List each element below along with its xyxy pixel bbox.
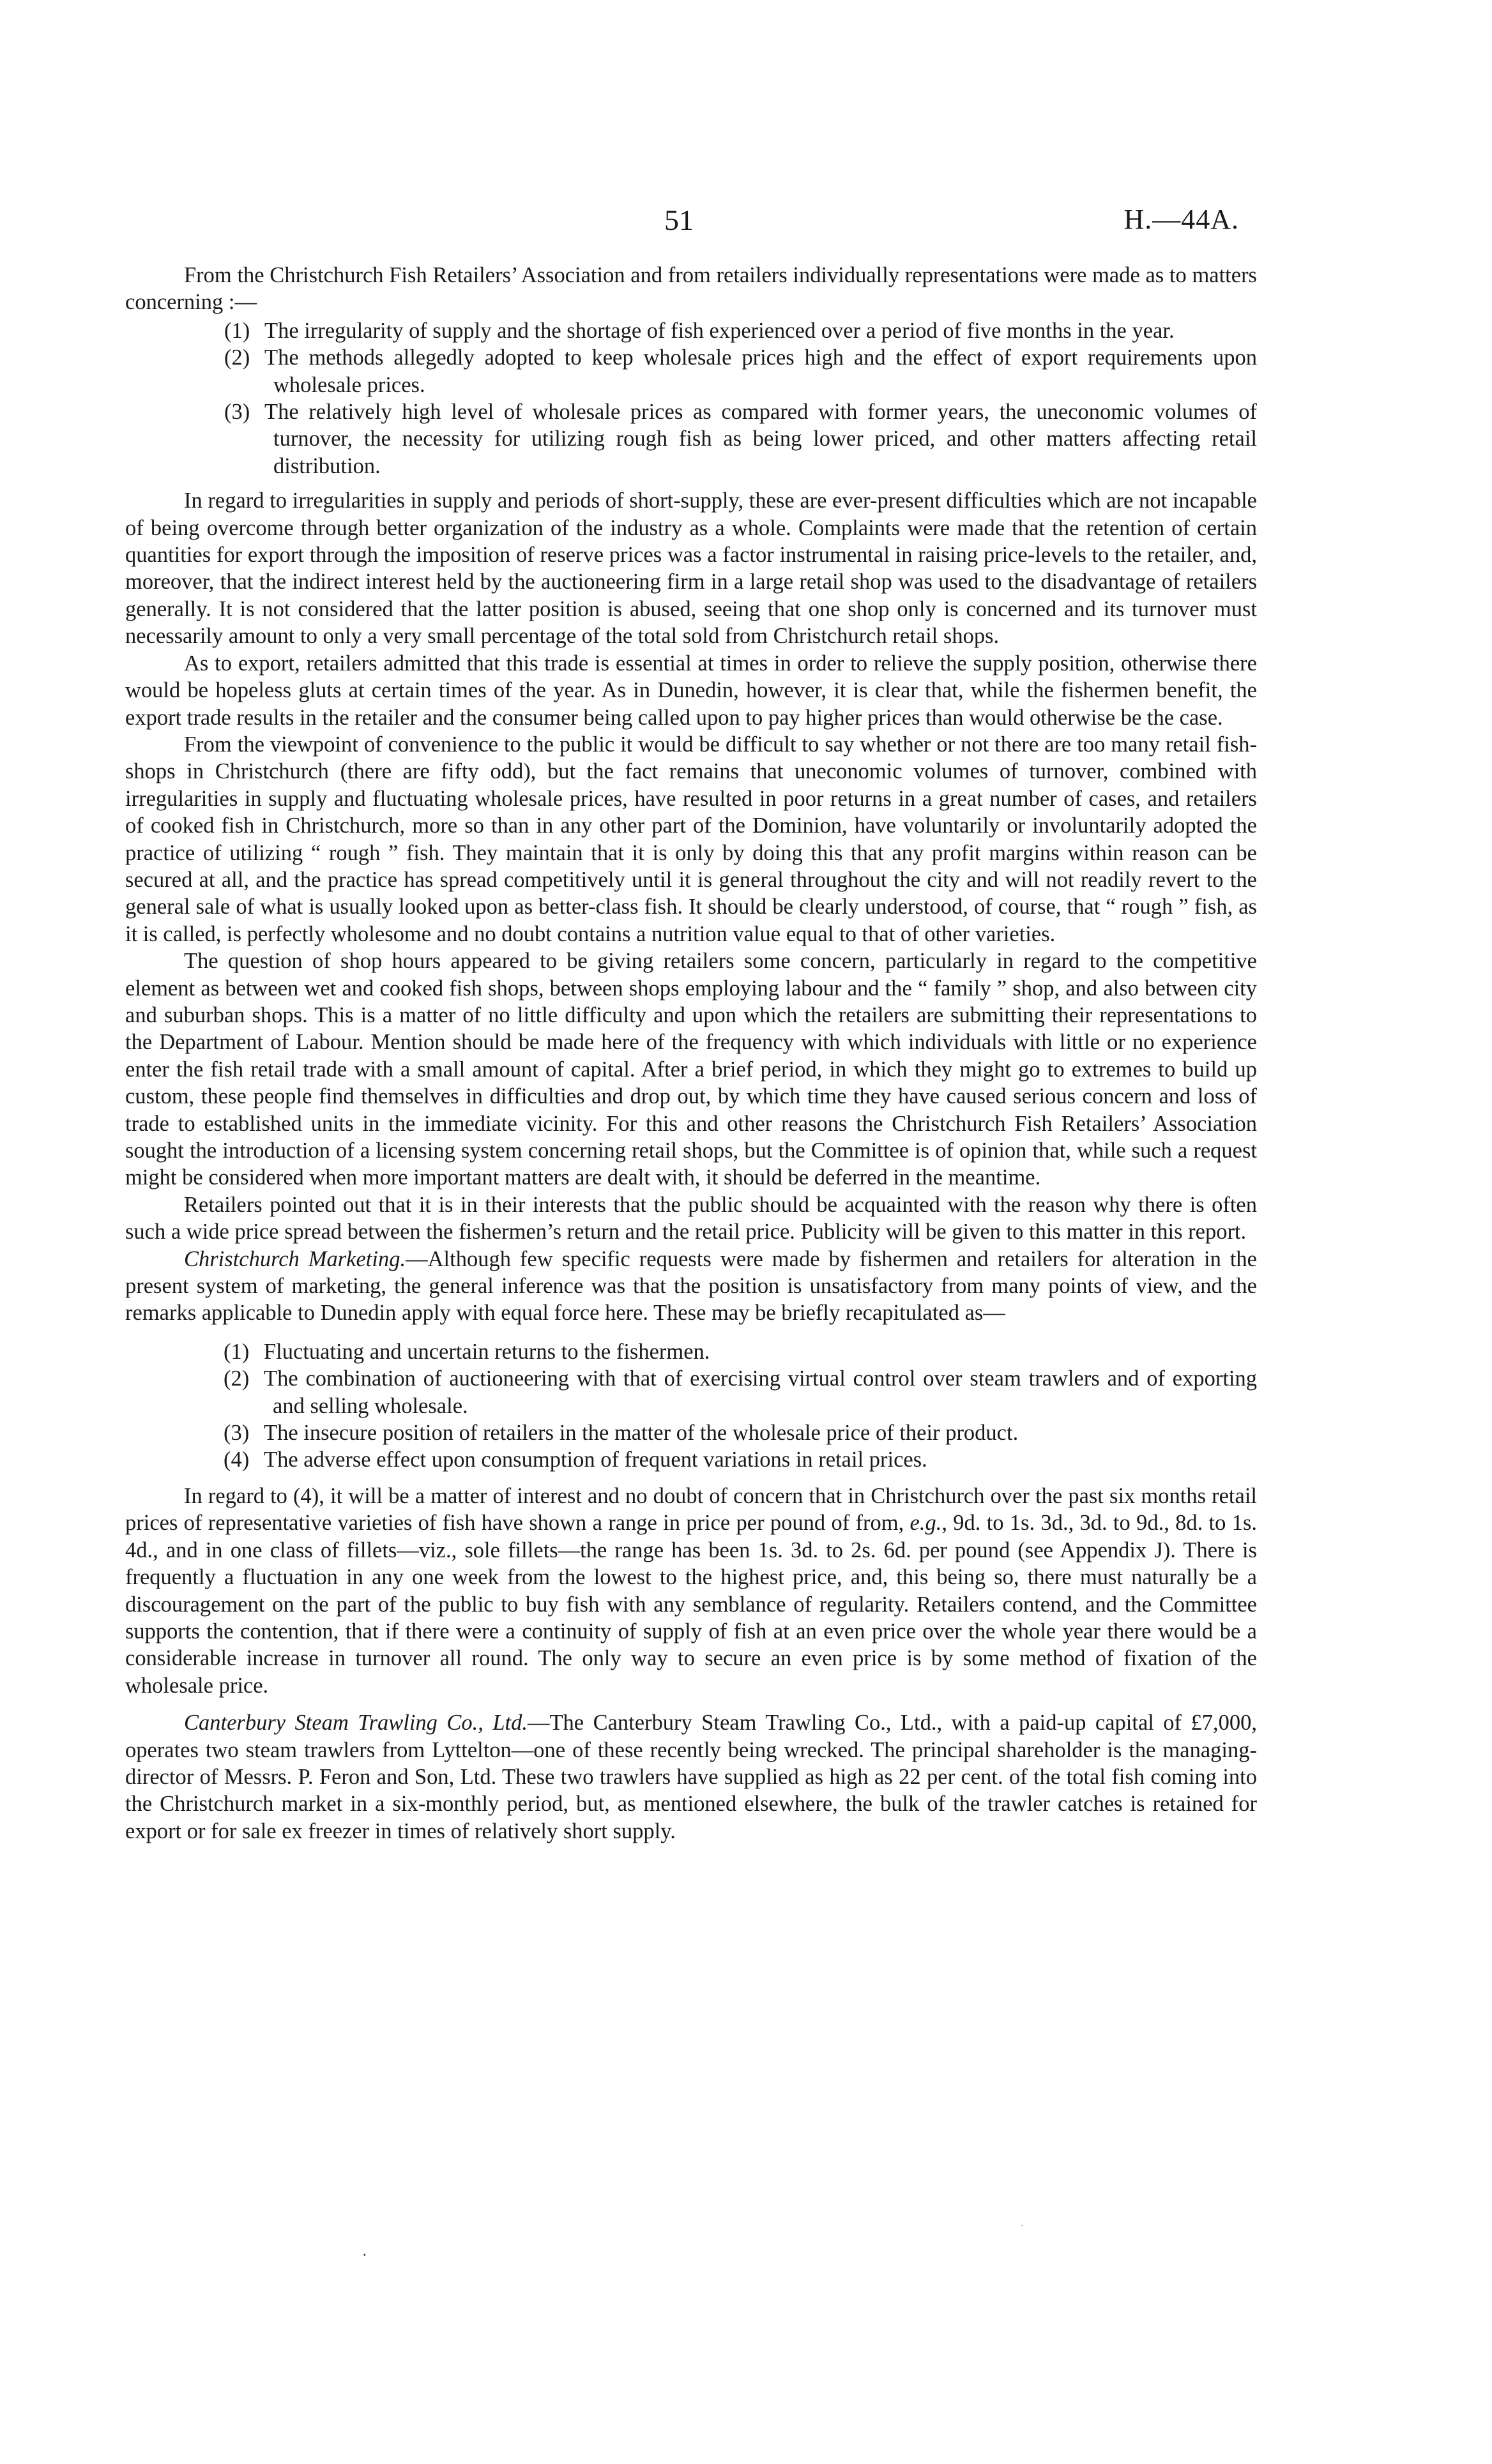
- paragraph-text: , 9d. to 1s. 3d., 3d. to 9d., 8d. to 1s. 4d., and in one class of fillets—viz., sole fillets—the range has been 1s. 3d. to 2s. 6d. per pound (see Appendix J). There is frequently a fluctuation in any one week from the lowest to the highest price, and, this being so, there must naturally be a discouragement on the part of the public to buy fish with any semblance of regularity. Retailers contend, and the Committee supports the contention, that if there were a continuity of supply of fish at an even price over the whole year there would be a considerable increase in turnover all round. The only way to secure an even price is by some method of fixation of the wholesale price.: [125, 1511, 1258, 1698]
- page-number: 51: [664, 204, 694, 236]
- list-text: The methods allegedly adopted to keep wholesale prices high and the effect of export requirements upon wholesale prices.: [264, 345, 1257, 397]
- list-item: [224, 398, 1257, 480]
- list-text: The insecure position of retailers in the matter of the wholesale price of their product.: [264, 1421, 1019, 1446]
- section-heading: Canterbury Steam Trawling Co., Ltd.: [184, 1711, 528, 1735]
- paragraph-text: In regard to (4), it will be a matter of interest and no doubt of concern that in Christchurch over the past six months retail prices of representative varieties of fish have shown a range in price per pound of from,: [125, 1483, 1257, 1536]
- list-number: (3): [224, 400, 250, 425]
- list-item: [224, 1419, 1257, 1446]
- list-item: [224, 1446, 1257, 1473]
- concerns-list: [224, 317, 1257, 480]
- paragraph-rough-fish: From the viewpoint of convenience to the public it would be difficult to say whether or not there are too many retail fish-shops in Christchurch (there are fifty odd), but the fact remains that uneconomic volumes of turnover, combined with irregularities in supply and fluctuating wholesale prices, have resulted in poor returns in a great number of cases, and retailers of cooked fish in Christchurch, more so than in any other part of the Dominion, have voluntarily or involuntarily adopted the practice of utilizing “ rough ” fish. They maintain that it is only by doing this that any profit margins within reason can be secured at all, and the practice has spread competitively until it is general throughout the city and will not readily revert to the general sale of what is usually looked upon as better-class fish. It should be clearly understood, of course, that “ rough ” fish, as it is called, is perfectly wholesome and no doubt contains a nutrition value equal to that of other varieties.: [125, 732, 1257, 946]
- list-item: [224, 317, 1257, 344]
- list-text: The combination of auctioneering with that of exercising virtual control over steam trawlers and of exporting and selling wholesale.: [264, 1366, 1257, 1418]
- paragraph-text: —The Canterbury Steam Trawling Co., Ltd., with a paid-up capital of £7,000, operates two steam trawlers from Lyttelton—one of these recently being wrecked. The principal shareholder is the managing-director of Messrs. P. Feron and Son, Ltd. These two trawlers have supplied as high as 22 per cent. of the total fish coming into the Christchurch market in a six-monthly period, but, as mentioned elsewhere, the bulk of the trawler catches is retained for export or for sale ex freezer in times of relatively short supply.: [125, 1711, 1257, 1843]
- list-number: (4): [224, 1447, 250, 1472]
- stray-mark: ‧: [362, 2248, 367, 2264]
- list-number: (3): [224, 1421, 250, 1446]
- paragraph-text: —Although few specific requests were made by fishermen and retailers for alteration in the present system of marketing, the general inference was that the position is unsatisfactory from many points of view, and the remarks applicable to Dunedin apply with equal force here. These may be briefly recapitulated as—: [125, 1246, 1257, 1326]
- recap-list: [224, 1338, 1257, 1474]
- list-item: [224, 1365, 1257, 1419]
- paragraph-canterbury-trawling: [125, 1709, 1257, 1845]
- paragraph-price-range: [125, 1483, 1257, 1699]
- paragraph-christchurch-marketing: [125, 1246, 1257, 1327]
- list-number: (2): [224, 1366, 250, 1391]
- section-heading: Christchurch Marketing.: [184, 1246, 406, 1271]
- list-item: [224, 1338, 1257, 1365]
- paragraph-irregularities: In regard to irregularities in supply and periods of short-supply, these are ever-present difficulties which are not incapable of being overcome through better organization of the industry as a whole. Complaints were made that the retention of certain quantities for export through the imposition of reserve prices was a factor instrumental in raising price-levels to the retailer, and, moreover, that the indirect interest held by the auctioneering firm in a large retail shop was used to the disadvantage of retailers generally. It is not considered that the latter position is abused, seeing that one shop only is concerned and its turnover must necessarily amount to only a very small percentage of the total sold from Christchurch retail shops.: [125, 488, 1257, 649]
- list-text: The irregularity of supply and the shortage of fish experienced over a period of five months in the year.: [264, 318, 1175, 343]
- intro-paragraph: From the Christchurch Fish Retailers’ Association and from retailers individually representations were made as to matters concerning :—: [125, 263, 1257, 315]
- list-number: (2): [224, 345, 250, 370]
- paragraph-shop-hours: The question of shop hours appeared to be giving retailers some concern, particularly in regard to the competitive element as between wet and cooked fish shops, between shops employing labour and the “ family ” shop, and also between city and suburban shops. This is a matter of no little difficulty and upon which the retailers are submitting their representations to the Department of Labour. Mention should be made here of the frequency with which individuals with little or no experience enter the fish retail trade with a small amount of capital. After a brief period, in which they might go to extremes to build up custom, these people find themselves in difficulties and drop out, by which time they have caused serious concern and loss of trade to established units in the immediate vicinity. For this and other reasons the Christchurch Fish Retailers’ Association sought the introduction of a licensing system concerning retail shops, but the Committee is of opinion that, while such a request might be considered when more important matters are dealt with, it should be deferred in the meantime.: [125, 949, 1257, 1190]
- list-text: The adverse effect upon consumption of frequent variations in retail prices.: [264, 1447, 927, 1472]
- document-reference: H.—44A.: [1123, 204, 1239, 235]
- list-number: (1): [224, 318, 250, 343]
- list-number: (1): [224, 1339, 250, 1364]
- list-text: The relatively high level of wholesale prices as compared with former years, the uneconomic volumes of turnover, the necessity for utilizing rough fish as being lower priced, and other matters affecting retail distribution.: [264, 400, 1257, 478]
- paragraph-publicity: Retailers pointed out that it is in their interests that the public should be acquainted with the reason why there is often such a wide price spread between the fishermen’s return and the retail price. Publicity will be given to this matter in this report.: [125, 1192, 1257, 1244]
- stray-mark: ·: [1021, 2221, 1024, 2231]
- paragraph-export: As to export, retailers admitted that this trade is essential at times in order to relieve the supply position, otherwise there would be hopeless gluts at certain times of the year. As in Dunedin, however, it is clear that, while the fishermen benefit, the export trade results in the retailer and the consumer being called upon to pay higher prices than would otherwise be the case.: [125, 651, 1257, 730]
- abbreviation: e.g.: [910, 1511, 942, 1536]
- list-item: [224, 344, 1257, 398]
- page-body: [125, 262, 1257, 1845]
- list-text: Fluctuating and uncertain returns to the fishermen.: [264, 1339, 710, 1364]
